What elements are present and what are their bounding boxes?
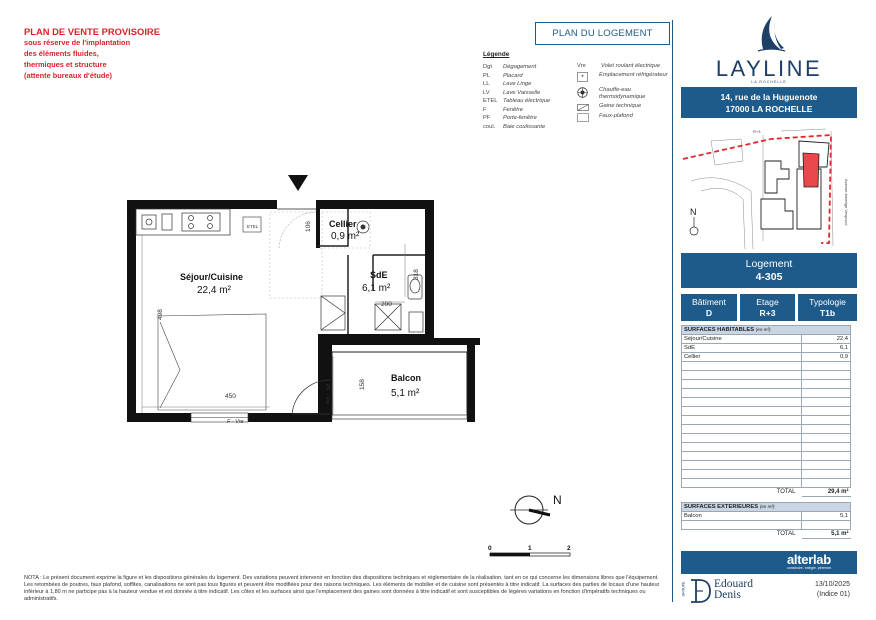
svg-text:6,1 m²: 6,1 m² (362, 283, 391, 294)
svg-text:158: 158 (359, 379, 366, 390)
legend-symbols (577, 63, 669, 123)
svg-text:*: * (581, 74, 584, 82)
svg-text:0,9 m²: 0,9 m² (331, 231, 360, 242)
svg-text:Avenue Amerigo Vespucci: Avenue Amerigo Vespucci (844, 179, 849, 226)
project-logo (680, 18, 858, 84)
logement-number: 4-305 (755, 270, 783, 283)
table-row-empty (682, 389, 851, 398)
highlighted-building (803, 153, 819, 187)
svg-text:5,1 m²: 5,1 m² (391, 388, 420, 399)
developer-group-label: GROUPE (681, 581, 686, 597)
legend-item: Faux-plafond (577, 113, 669, 123)
legend-item: Gaine technique (577, 103, 669, 113)
address-box (681, 87, 857, 118)
table-row-empty (682, 452, 851, 461)
legend-item: * Emplacement réfrigérateur (577, 72, 669, 87)
disclaimer-note: NOTA : Le présent document exprime la figure et les dispositions générales du logement. Des variations peuvent intervenir en fonction des dispositions techniques et réglementaire de la réalisation, tant en ce qui concerne les dimensions libres que l'équipement. Les retombées de poutres, faux plafond, soffites, canalisations ne sont pas tous figurés et peuvent être modifiées pour des raisons techniques. Les éléments de mobilier et de cuisine sont présentés à titre indicatif. La surfaces des parties de locaux d'une hauteur inférieur à 1,80 m ne participe pas à la hauteur vendue et est donnée à titre indicatif. Les côtes et les surfaces ainsi que l'emplacement des gaines sont données à titre indicatif et sont susceptibles de légères variations en fonction d'impératifs techniques ou administratifs. (24, 575, 660, 603)
legend-title: Légende (483, 51, 510, 58)
false-ceiling-icon (577, 113, 599, 123)
north-compass (505, 488, 575, 536)
living-surfaces-table (681, 325, 851, 497)
svg-text:450: 450 (225, 393, 236, 400)
notice-line: thermiques et structure (24, 60, 107, 69)
svg-text:PF - Vre: PF - Vre (324, 384, 330, 405)
svg-text:Cellier: Cellier (329, 219, 357, 229)
revision-index: (Indice 01) (816, 591, 850, 598)
plan-title: PLAN DU LOGEMENT (535, 22, 670, 45)
address-line: 17000 LA ROCHELLE (725, 103, 813, 114)
legend-item: ETEL Tableau électrique (483, 98, 551, 104)
svg-text:318: 318 (413, 269, 420, 280)
table-row-empty (682, 470, 851, 479)
sailboat-icon (754, 16, 788, 56)
notice-line: (attente bureaux d'étude) (24, 71, 112, 80)
developer-name-2: Denis (714, 589, 741, 601)
svg-text:F - Vre: F - Vre (227, 419, 244, 425)
scale-bar (486, 541, 578, 561)
svg-text:N: N (553, 493, 562, 507)
svg-text:N: N (690, 207, 697, 217)
legend-item: Chauffe-eau thermodynamique (577, 87, 669, 103)
svg-text:22,4 m²: 22,4 m² (197, 285, 231, 296)
table-row-empty (682, 521, 851, 530)
floor-value: R+3 (759, 307, 776, 318)
svg-text:498: 498 (157, 309, 164, 320)
table-row-empty (682, 425, 851, 434)
alterlab-logo (681, 551, 857, 574)
svg-text:2: 2 (567, 545, 571, 552)
table-row-empty (682, 407, 851, 416)
address-line: 14, rue de la Huguenote (720, 91, 818, 102)
table-row: Balcon 5,1 (682, 512, 851, 521)
table-row: Cellier 0,9 (682, 353, 851, 362)
provisional-notice (24, 26, 214, 81)
table-header: SURFACES EXTERIEURES (en m²) (682, 503, 851, 512)
snowflake-icon (577, 72, 599, 87)
svg-text:SdE: SdE (370, 270, 388, 280)
location-map (681, 121, 857, 249)
logo-wordmark: LAYLINE (715, 56, 823, 81)
entrance-arrow-icon (288, 175, 308, 191)
svg-text:R+3: R+3 (753, 129, 761, 134)
developer-monogram-icon (688, 578, 712, 604)
typology-value: T1b (819, 307, 836, 318)
svg-text:ETEL: ETEL (247, 224, 259, 229)
svg-text:200: 200 (381, 301, 392, 308)
revision-info (790, 580, 850, 600)
water-heater-icon (577, 87, 599, 103)
alterlab-wordmark: alterlab (787, 552, 831, 567)
svg-text:1: 1 (528, 545, 532, 552)
table-row-empty (682, 371, 851, 380)
bed (158, 314, 266, 410)
floor-info (740, 294, 795, 321)
logement-box (681, 253, 857, 288)
floor-plan (120, 160, 490, 430)
legend-item: PL Placard (483, 72, 523, 79)
developer-name-1: Edouard (714, 578, 753, 590)
table-row: Séjour/Cuisine 22,4 (682, 335, 851, 344)
revision-date: 13/10/2025 (814, 581, 850, 588)
developer-logo (680, 578, 780, 604)
legend-item: coul. Baie coulissante (483, 123, 546, 130)
north-arrow-icon (690, 217, 698, 235)
floor-label: Etage (756, 296, 779, 307)
legend-item: PF Porte-fenêtre (483, 115, 537, 121)
svg-text:Séjour/Cuisine: Séjour/Cuisine (180, 272, 244, 282)
legend-item: Vre Volet roulant électrique (577, 63, 661, 69)
table-header: SURFACES HABITABLES (en m²) (682, 326, 851, 335)
table-row-empty (682, 479, 851, 488)
kitchen-counter (136, 209, 230, 235)
total-row: TOTAL 29,4 m² (776, 489, 849, 496)
legend-item: F Fenêtre (483, 106, 523, 113)
logo-subtitle: LA ROCHELLE (751, 80, 787, 84)
typology-info (798, 294, 857, 321)
building-info (681, 294, 737, 321)
legend-item: LL Lave Linge (483, 81, 532, 87)
legend (483, 51, 673, 130)
table-row-empty (682, 461, 851, 470)
notice-line: sous réserve de l'implantation (24, 38, 131, 47)
table-row-empty (682, 362, 851, 371)
building-value: D (705, 307, 713, 318)
legend-item: Dgt Dégagement (483, 64, 537, 70)
table-row-empty (682, 380, 851, 389)
table-row-empty (682, 443, 851, 452)
legend-item: LV Lave Vaisselle (483, 89, 541, 96)
notice-title: PLAN DE VENTE PROVISOIRE (24, 26, 160, 37)
legend-abbreviations (483, 63, 550, 131)
svg-text:106: 106 (305, 221, 312, 232)
table-row: SdE 6,1 (682, 344, 851, 353)
total-row: TOTAL 5,1 m² (776, 531, 849, 538)
svg-text:Balcon: Balcon (391, 373, 422, 383)
svg-text:0: 0 (488, 545, 492, 552)
exterior-surfaces-table (681, 502, 851, 539)
table-row-empty (682, 416, 851, 425)
notice-line: des éléments fluides, (24, 49, 99, 58)
table-row-empty (682, 434, 851, 443)
building-label: Bâtiment (692, 296, 726, 307)
technical-shaft-icon (577, 103, 599, 113)
typology-label: Typologie (809, 296, 846, 307)
alterlab-tagline: construire. intègre. pérenne. (787, 566, 832, 570)
table-row-empty (682, 398, 851, 407)
logement-label: Logement (745, 257, 793, 270)
